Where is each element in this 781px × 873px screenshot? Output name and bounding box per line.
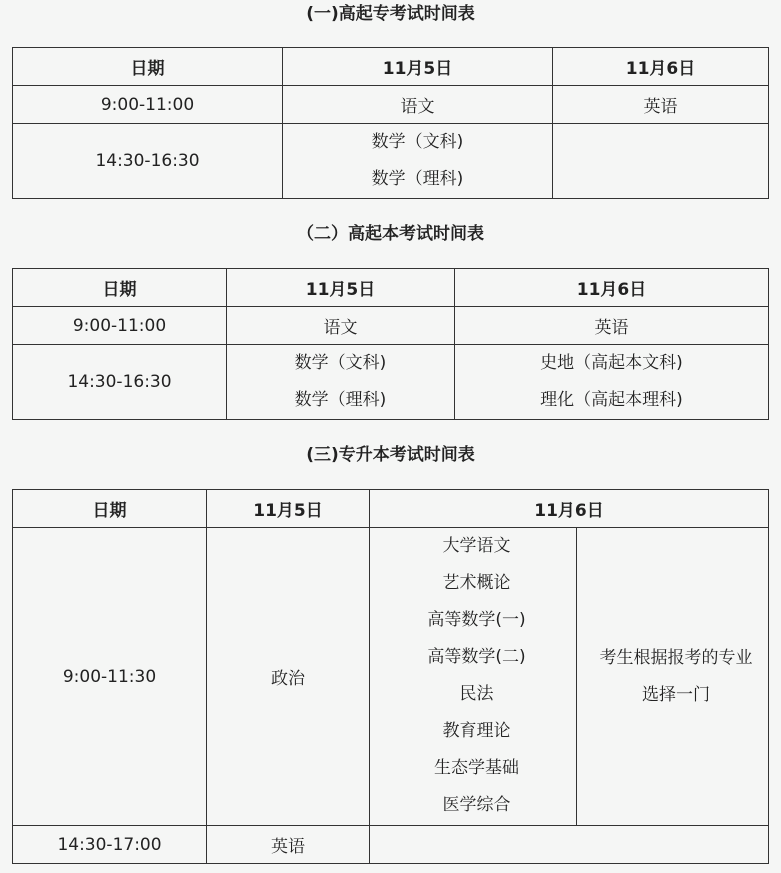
table-row [13,826,769,864]
header-day1: 11月5日 [207,490,370,528]
header-day1: 11月5日 [283,48,553,86]
time-cell: 9:00-11:00 [13,307,227,345]
schedule-table-3 [12,489,769,864]
subject-cell: 语文 [227,307,455,345]
subject-item: 大学语文 [442,536,511,556]
time-cell: 9:00-11:00 [13,86,283,124]
subject-item: 医学综合 [442,795,511,815]
subject-item: 教育理论 [442,721,511,741]
table-row [13,307,769,345]
note-line: 选择一门 [642,684,710,705]
subject-item: 数学（理科) [371,169,464,189]
empty-cell [370,826,769,864]
subject-cell: 英语 [553,86,769,124]
schedule-table-1 [12,47,769,199]
time-cell: 14:30-16:30 [13,345,227,420]
subject-item: 生态学基础 [434,758,519,778]
time-cell: 9:00-11:30 [13,528,207,826]
header-date: 日期 [13,490,207,528]
subject-item: 理化（高起本理科) [540,390,683,410]
note-line: 考生根据报考的专业 [599,647,753,668]
schedule-table-2 [12,268,769,420]
table-row [13,528,769,826]
subject-item: 数学（文科) [371,132,464,152]
subject-item: 高等数学(一) [427,610,526,630]
subject-item: 史地（高起本文科) [540,353,683,373]
section-2-title: （二）高起本考试时间表 [297,224,484,244]
subject-item: 数学（文科) [294,353,387,373]
subject-cell: 语文 [283,86,553,124]
table-header-row [13,48,769,86]
header-day2: 11月6日 [370,490,769,528]
subject-cell: 英语 [455,307,769,345]
header-date: 日期 [13,48,283,86]
header-day2: 11月6日 [553,48,769,86]
time-cell: 14:30-16:30 [13,124,283,199]
table-header-row [13,269,769,307]
section-1-title: (一)高起专考试时间表 [306,4,475,24]
subject-cell: 英语 [207,826,370,864]
subject-cell [455,345,769,420]
section-3-title: (三)专升本考试时间表 [306,445,475,465]
subject-item: 艺术概论 [442,573,511,593]
header-day1: 11月5日 [227,269,455,307]
subject-item: 民法 [459,684,494,704]
subject-list-cell [370,528,577,826]
time-cell: 14:30-17:00 [13,826,207,864]
table-row [13,124,769,199]
table-row [13,345,769,420]
subject-item: 数学（理科) [294,390,387,410]
header-day2: 11月6日 [455,269,769,307]
subject-cell [283,124,553,199]
subject-cell: 政治 [207,528,370,826]
table-header-row [13,490,769,528]
subject-item: 高等数学(二) [427,647,526,667]
header-date: 日期 [13,269,227,307]
note-cell [577,528,769,826]
subject-cell [227,345,455,420]
empty-cell [553,124,769,199]
table-row [13,86,769,124]
